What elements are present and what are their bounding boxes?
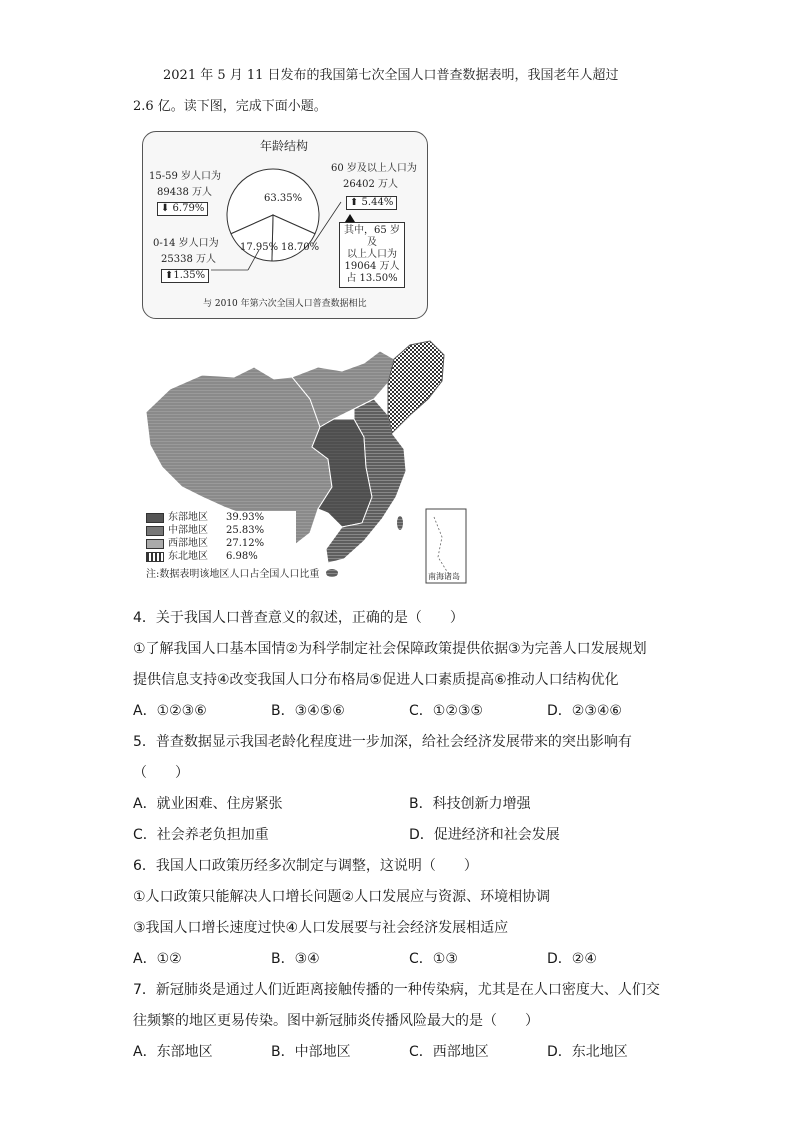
label-15-59: 15-59 岁人口为 [149,171,222,182]
legend-swatch [146,539,164,549]
q4-option-c[interactable]: C．①②③⑤ [409,703,483,719]
count-0-14: 25338 万人 [161,254,216,265]
q4-option-a[interactable]: A．①②③⑥ [133,703,207,719]
q5-stem-2: （ ） [133,765,189,781]
map-note: 注:数据表明该地区人口占全国人口比重 [146,569,320,580]
q6-stem: 6．我国人口政策历经多次制定与调整，这说明（ ） [133,858,478,874]
china-population-map [142,337,482,587]
legend-value: 25.83% [226,524,265,536]
legend-name: 东部地区 [168,511,208,523]
figure1-footer: 与 2010 年第六次全国人口普查数据相比 [203,299,367,309]
share-0-14: 17.95% [240,242,279,253]
legend-item [146,537,296,550]
legend-name: 东北地区 [168,550,208,562]
q6-items-2: ③我国人口增长速度过快④人口发展要与社会经济发展相适应 [133,920,509,936]
q7-stem-2: 往频繁的地区更易传染。图中新冠肺炎传播风险最大的是（ ） [133,1013,539,1029]
q7-option-a[interactable]: A．东部地区 [133,1044,213,1060]
label-0-14: 0-14 岁人口为 [153,238,219,249]
q6-option-d[interactable]: D．②④ [547,951,597,967]
q4-items-2: 提供信息支持④改变我国人口分布格局⑤促进人口素质提高⑥推动人口结构优化 [133,672,619,688]
legend-swatch [146,526,164,536]
q5-option-d[interactable]: D．促进经济和社会发展 [409,827,560,843]
q4-stem: 4．关于我国人口普查意义的叙述，正确的是（ ） [133,610,464,626]
legend-swatch [146,513,164,523]
q6-items-1: ①人口政策只能解决人口增长问题②人口发展应与资源、环境相协调 [133,889,551,905]
q5-stem-1: 5．普查数据显示我国老龄化程度进一步加深，给社会经济发展带来的突出影响有 [133,734,632,750]
legend-item [146,511,296,524]
q5-option-b[interactable]: B．科技创新力增强 [409,796,531,812]
legend-value: 27.12% [226,537,265,549]
q6-option-a[interactable]: A．①② [133,951,182,967]
change-60: ⬆ 5.44% [346,196,397,210]
share-15-59: 63.35% [264,193,303,204]
count-60: 26402 万人 [343,179,398,190]
over-65-line-3: 19064 万人 [344,261,400,272]
q5-option-c[interactable]: C．社会养老负担加重 [133,827,269,843]
q4-option-d[interactable]: D．②③④⑥ [547,703,622,719]
over-65-box [339,222,405,288]
change-0-14: ⬆1.35% [161,269,209,283]
legend-name: 中部地区 [168,524,208,536]
northeast-region [388,341,444,433]
q7-option-d[interactable]: D．东北地区 [547,1044,628,1060]
hainan-island [326,569,338,577]
map-legend [146,511,296,563]
over-65-line-4: 占 13.50% [346,273,398,284]
q6-option-c[interactable]: C．①③ [409,951,458,967]
q7-option-c[interactable]: C．西部地区 [409,1044,489,1060]
q6-option-b[interactable]: B．③④ [271,951,320,967]
q7-stem-1: 7．新冠肺炎是通过人们近距离接触传播的一种传染病，尤其是在人口密度大、人们交 [133,982,660,998]
intro-line-1: 2021 年 5 月 11 日发布的我国第七次全国人口普查数据表明，我国老年人超过 [163,68,619,83]
q5-option-a[interactable]: A．就业困难、住房紧张 [133,796,283,812]
share-60: 18.70% [281,242,320,253]
legend-item [146,550,296,563]
age-structure-figure [142,131,428,319]
label-60: 60 岁及以上人口为 [331,163,417,174]
legend-item [146,524,296,537]
figure1-title: 年龄结构 [260,139,309,153]
q7-option-b[interactable]: B．中部地区 [271,1044,351,1060]
over-65-line-1: 其中，65 岁及 [344,225,400,248]
arrow-up-icon [345,214,355,222]
legend-value: 39.93% [226,511,265,523]
over-65-line-2: 以上人口为 [347,249,397,260]
legend-name: 西部地区 [168,537,208,549]
count-15-59: 89438 万人 [157,187,212,198]
intro-line-2: 2.6 亿。读下图，完成下面小题。 [133,99,327,114]
inset-label: 南海诸岛 [428,572,460,581]
q4-option-b[interactable]: B．③④⑤⑥ [271,703,345,719]
legend-swatch [146,552,164,562]
taiwan-island [397,516,403,530]
q4-items-1: ①了解我国人口基本国情②为科学制定社会保障政策提供依据③为完善人口发展规划 [133,641,647,657]
change-15-59: ⬇ 6.79% [157,202,208,216]
legend-value: 6.98% [226,550,258,562]
